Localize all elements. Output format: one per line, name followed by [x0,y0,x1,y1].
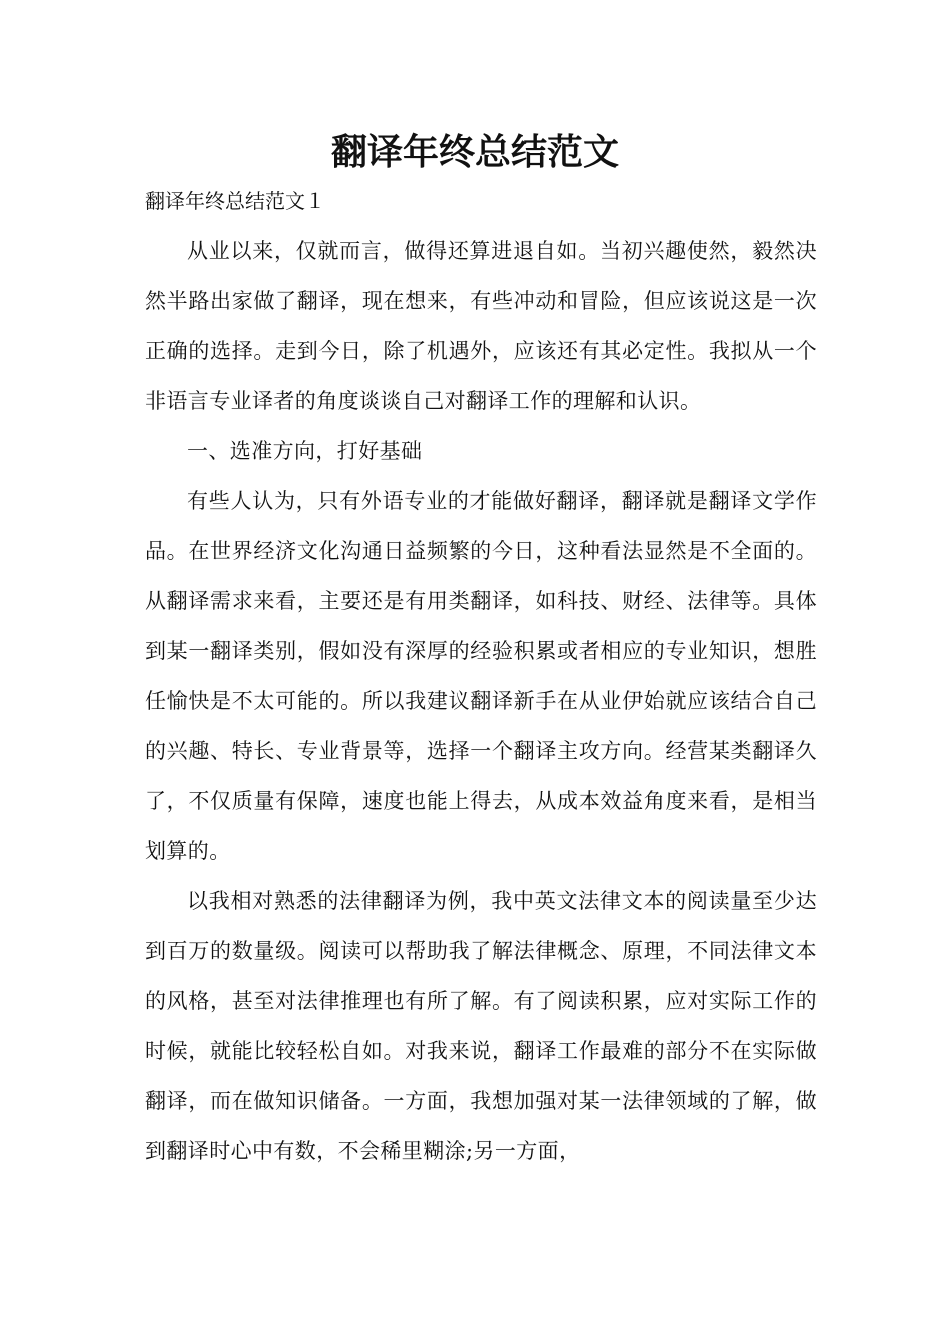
paragraph-direction: 有些人认为，只有外语专业的才能做好翻译，翻译就是翻译文学作品。在世界经济文化沟通日益频繁的今日，这种看法显然是不全面的。从翻译需求来看，主要还是有用类翻译，如科技、财经、法律等。具体到某一翻译类别，假如没有深厚的经验积累或者相应的专业知识，想胜任愉快是不太可能的。所以我建议翻译新手在从业伊始就应该结合自己的兴趣、特长、专业背景等，选择一个翻译主攻方向。经营某类翻译久了，不仅质量有保障，速度也能上得去，从成本效益角度来看，是相当划算的。 [145,489,817,863]
paragraph-intro: 从业以来，仅就而言，做得还算进退自如。当初兴趣使然，毅然决然半路出家做了翻译，现在想来，有些冲动和冒险，但应该说这是一次正确的选择。走到今日，除了机遇外，应该还有其必定性。我拟从一个非语言专业译者的角度谈谈自己对翻译工作的理解和认识。 [145,239,817,413]
document-title: 翻译年终总结范文 [330,132,619,173]
section-heading: 一、选准方向，打好基础 [187,439,423,463]
document-subtitle: 翻译年终总结范文１ [145,189,325,213]
paragraph-legal-example: 以我相对熟悉的法律翻译为例，我中英文法律文本的阅读量至少达到百万的数量级。阅读可以帮助我了解法律概念、原理，不同法律文本的风格，甚至对法律推理也有所了解。有了阅读积累，应对实际工作的时候，就能比较轻松自如。对我来说，翻译工作最难的部分不在实际做翻译，而在做知识储备。一方面，我想加强对某一法律领域的了解，做到翻译时心中有数，不会稀里糊涂;另一方面， [145,889,817,1163]
document-body [145,226,817,1176]
